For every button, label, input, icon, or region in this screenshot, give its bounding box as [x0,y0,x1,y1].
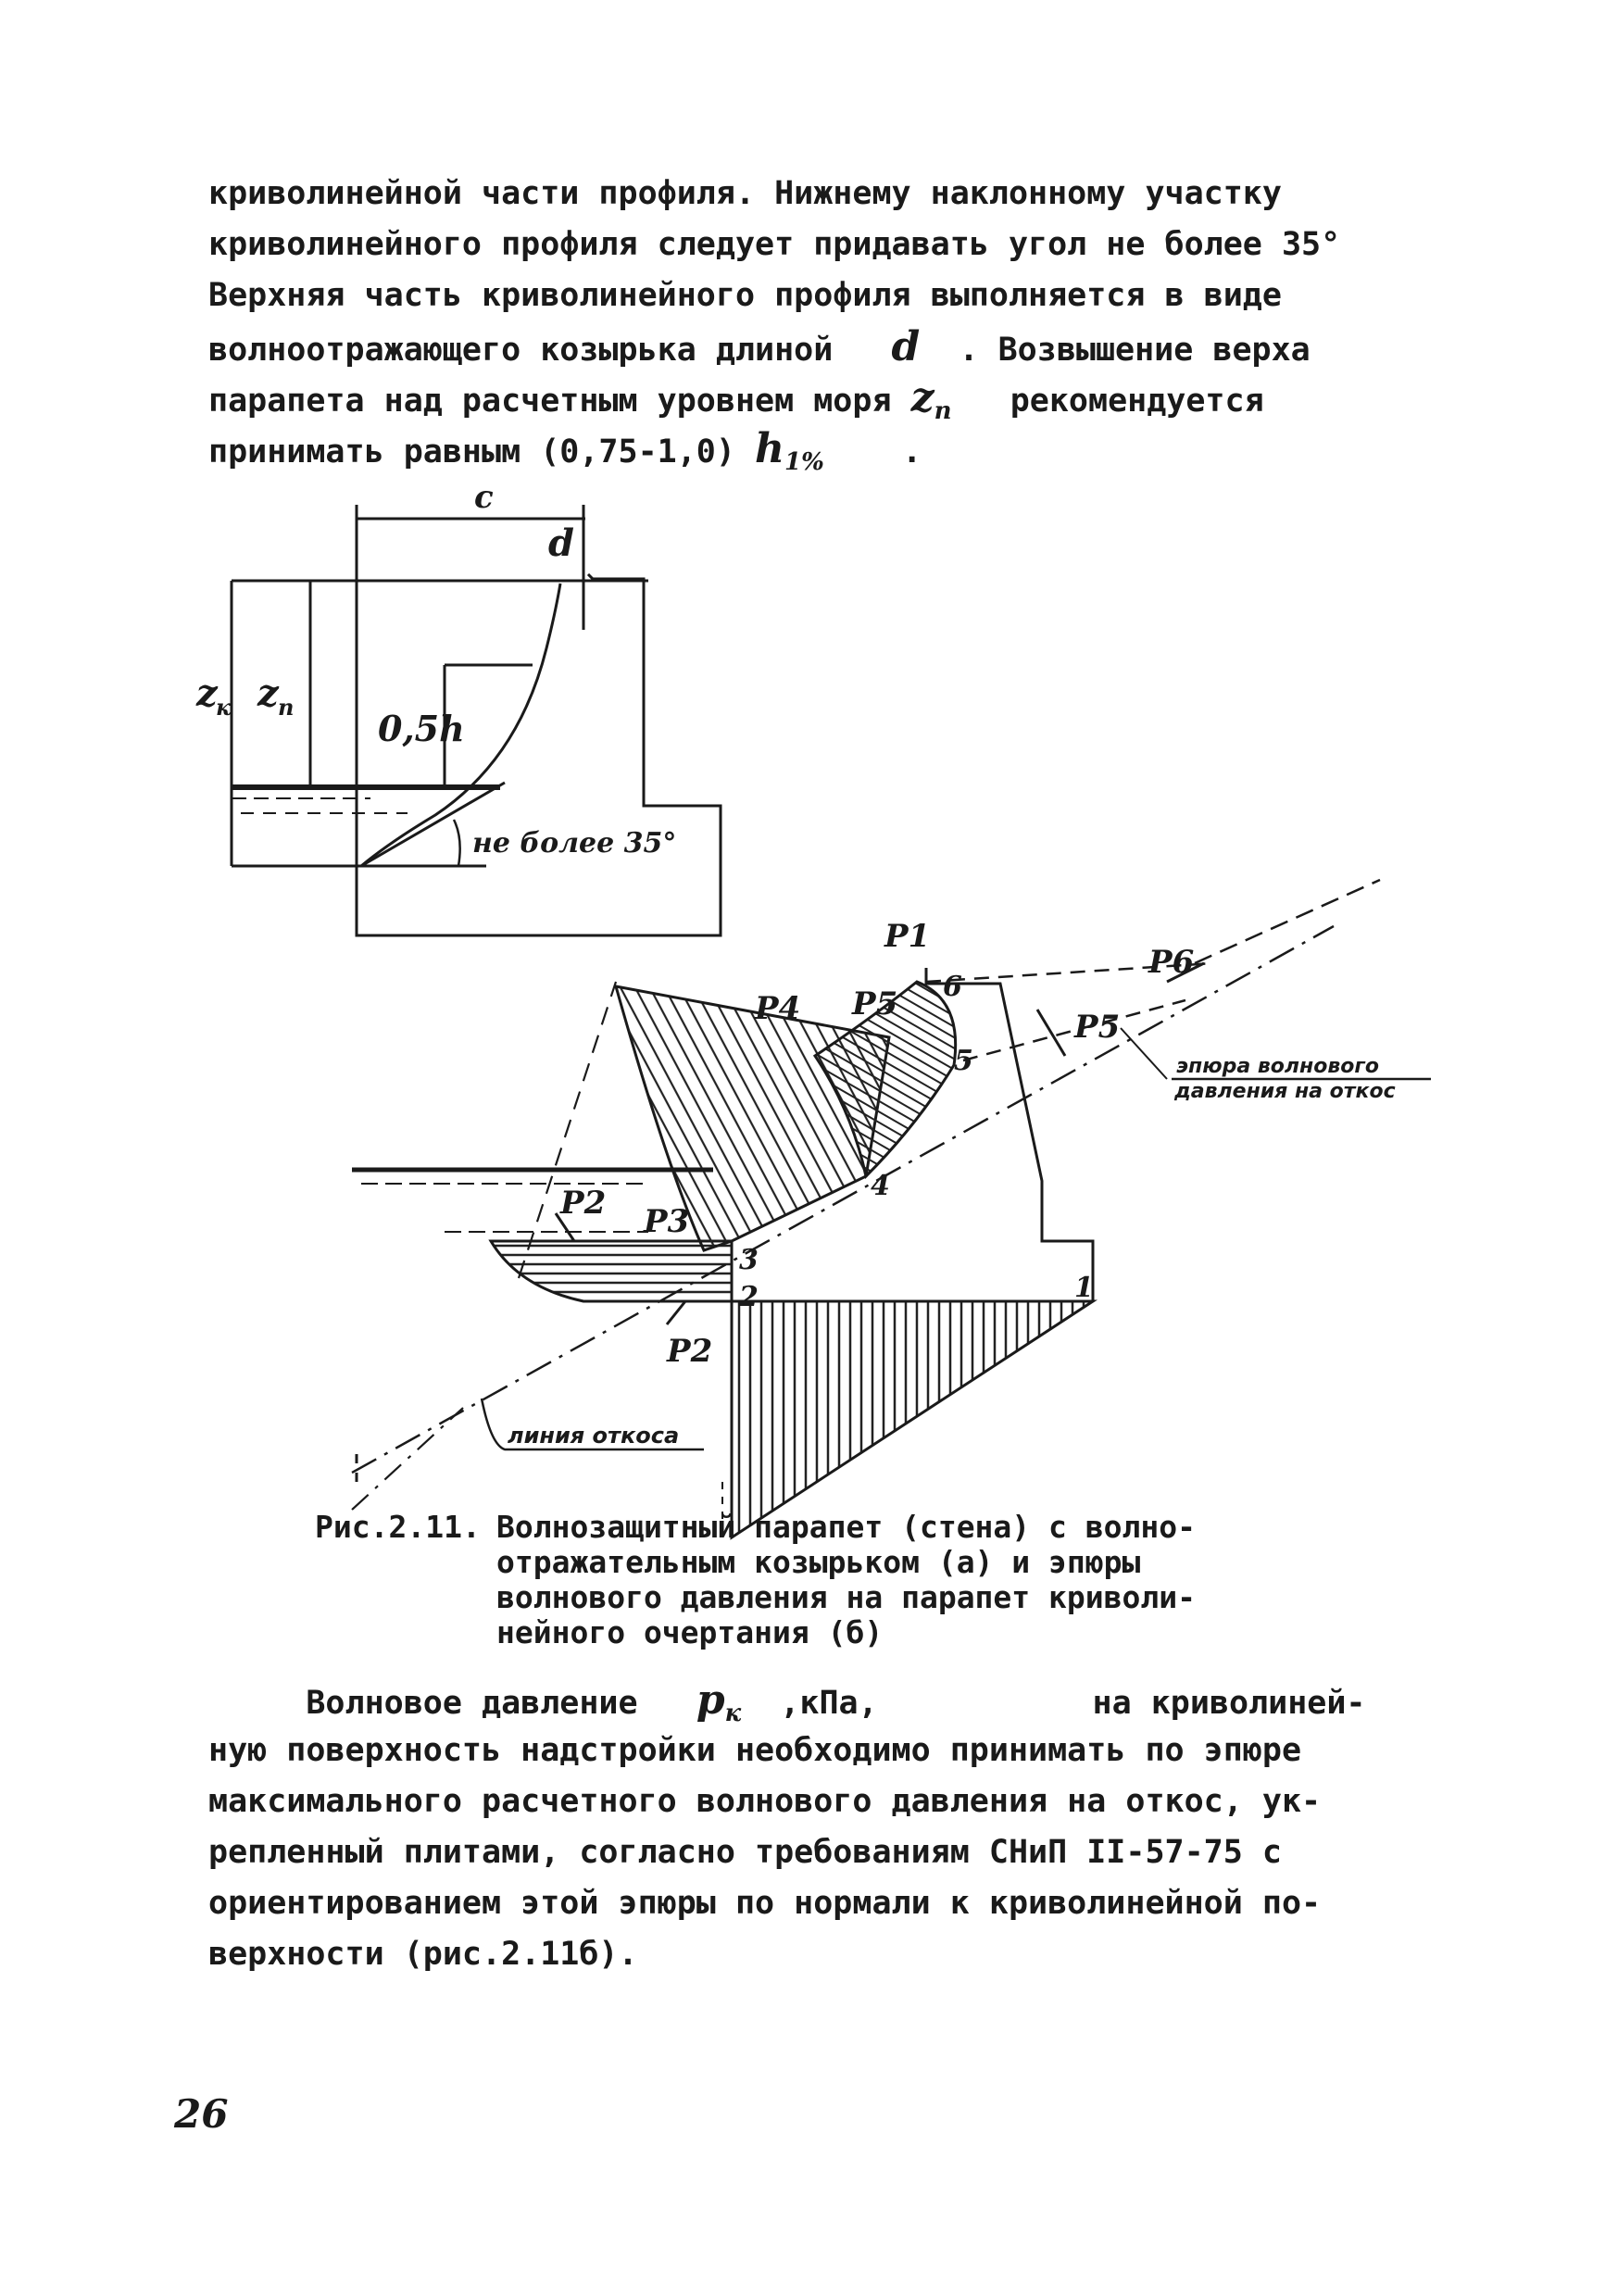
page-number: 26 [174,2091,229,2137]
slope-label: линия откоса [508,1423,680,1449]
label-d: d [548,521,574,565]
caption-line: нейного очертания (б) [496,1614,884,1650]
label-p5-b: P5 [1074,1009,1121,1046]
text-line: максимального расчетного волнового давления на откос, ук- [208,1783,1322,1820]
text-segment: принимать равным (0,75-1,0) [208,433,735,470]
point-1: 1 [1074,1272,1094,1304]
label-c: c [474,479,494,516]
text-line: репленный плитами, согласно требованиям СНиП II-57-75 с [208,1834,1282,1871]
label-p2-b: P2 [667,1333,713,1370]
label-p1: P1 [884,918,931,955]
label-half-h: 0,5h [378,708,465,749]
symbol-subscript: к [724,1700,742,1727]
svg-text:z: z [257,671,279,715]
text-segment: волноотражающего козырька длиной [208,332,834,369]
figure-caption [315,1510,1334,1650]
symbol-z: z [910,374,934,421]
svg-text:п: п [278,694,295,721]
text-segment: . Возвышение верха [959,332,1311,369]
label-zk [195,671,232,721]
text-segment: на криволиней- [1092,1685,1366,1722]
symbol-h: h [755,425,785,472]
text-line: верхности (рис.2.11б). [208,1936,638,1973]
label-p2-a: P2 [560,1185,607,1222]
label-p4: P4 [755,990,801,1027]
symbol-subscript: 1% [784,448,824,476]
text-segment: ,кПа, [780,1685,878,1722]
label-p3: P3 [644,1203,690,1240]
paragraph-bottom [208,1675,1412,1980]
epure-horizontal [491,1241,732,1301]
symbol-p: p [696,1676,725,1724]
svg-text:к: к [216,694,232,721]
label-angle: не более 35° [472,827,677,859]
caption-number: Рис.2.11. [315,1509,481,1545]
text-line [208,1675,1412,1725]
epure-label-line2: давления на откос [1174,1080,1396,1103]
epure-bottom [732,1301,1093,1537]
text-segment: рекомендуется [1010,383,1264,420]
text-line: криволинейной части профиля. Нижнему наклонному участку [208,175,1282,212]
label-p3-right: P6 [1148,944,1195,981]
text-segment: парапета над расчетным уровнем моря [208,383,892,420]
text-line: ную поверхность надстройки необходимо принимать по эпюре [208,1732,1302,1769]
caption-line: отражательным козырьком (а) и эпюры [496,1544,1141,1580]
text-segment: . [902,433,922,470]
text-line: криволинейного профиля следует придавать угол не более 35° [208,226,1341,263]
epure-label-line1: эпюра волнового [1176,1055,1379,1078]
point-6: 6 [943,971,962,1003]
svg-text:z: z [196,671,218,715]
point-5: 5 [954,1045,973,1077]
point-3: 3 [739,1244,759,1276]
text-segment: Волновое давление [306,1685,638,1722]
symbol-subscript: п [934,397,952,425]
label-p5-a: P5 [852,985,898,1023]
caption-line: волнового давления на парапет криволи- [496,1579,1196,1615]
text-line: ориентированием этой эпюры по нормали к криволинейной по- [208,1885,1322,1922]
figure-a [232,505,721,935]
text-line: Верхняя часть криволинейного профиля выполняется в виде [208,277,1282,314]
label-zn [257,671,294,721]
symbol-d: d [891,323,921,370]
point-4: 4 [871,1170,890,1202]
point-2: 2 [739,1281,759,1313]
caption-line: Волнозащитный парапет (стена) с волно- [496,1509,1196,1545]
figure-b [352,880,1431,1537]
